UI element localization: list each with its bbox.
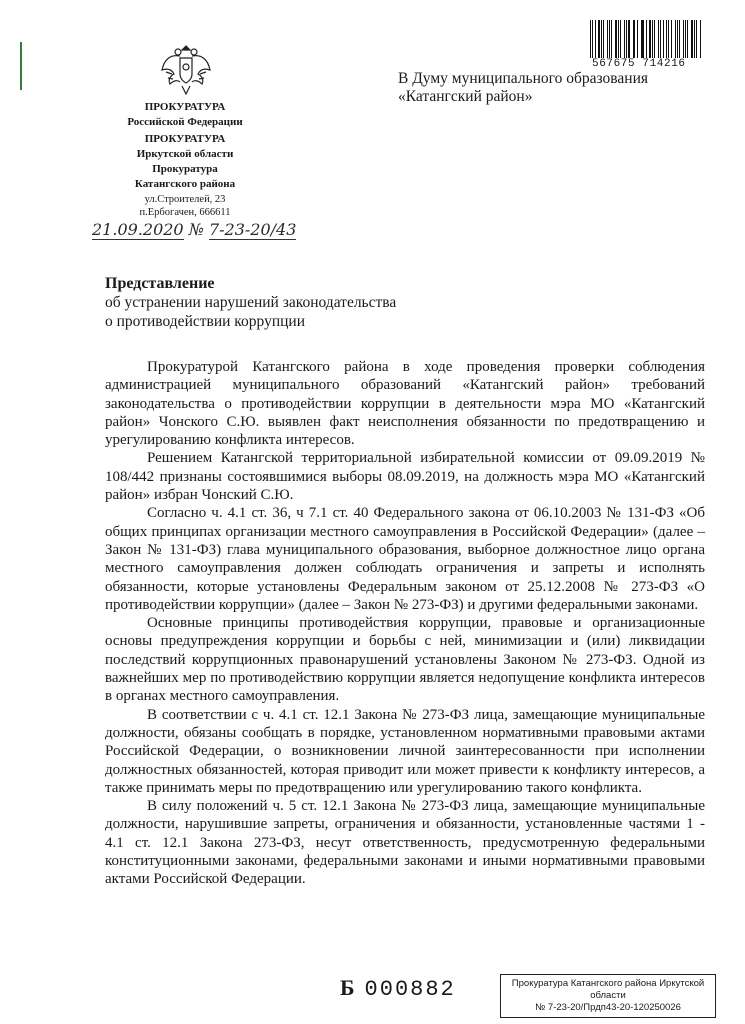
barcode-bar [626, 20, 627, 58]
margin-mark [20, 42, 22, 90]
barcode-bar [649, 20, 651, 58]
serial-letter: Б [340, 975, 357, 1000]
barcode-bar [634, 20, 635, 58]
header-address [95, 193, 275, 219]
coat-of-arms-emblem [160, 40, 212, 98]
barcode-bar [694, 20, 695, 58]
barcode-bar [652, 20, 653, 58]
paragraph: В силу положений ч. 5 ст. 12.1 Закона № 273-ФЗ лица, замещающие муниципальные должности, нарушившие запреты, ограничения и обязанности, установленные частями 1 - 4.1 ст. 12.1 Закона 273-ФЗ, несут ответственность, предусмотренную федеральными конституционными законами, федеральными законами и иными нормативными правовыми актами Российской Федерации. [105, 798, 705, 888]
barcode-bar [687, 20, 688, 58]
barcode-bar [679, 20, 680, 58]
barcode-bar [603, 20, 604, 58]
org-title: ПРОКУРАТУРА [144, 101, 226, 113]
title-line: о противодействии коррупции [105, 313, 306, 330]
document-title [105, 274, 396, 331]
barcode-bar [666, 20, 667, 58]
barcode-bar [633, 20, 634, 58]
barcode-bar [607, 20, 608, 58]
barcode-bar [642, 20, 643, 58]
barcode-bar [660, 20, 661, 58]
barcode-bar [700, 20, 701, 58]
registration-line [92, 220, 296, 239]
header-org-federal [95, 100, 275, 130]
barcode-bar [668, 20, 670, 58]
address-city: п.Ербогачен, 666611 [139, 207, 231, 218]
registration-stamp-box [500, 974, 716, 1018]
barcode-bar [618, 20, 619, 58]
barcode [590, 20, 702, 58]
barcode-bar [696, 20, 697, 58]
paragraph: Основные принципы противодействия коррупции, правовые и организационные основы предупреждения коррупции и борьбы с ней, минимизации и (или) ликвидации последствий коррупционных правонарушений установлены Законом № 273-ФЗ. Одной из важнейших мер по противодействию коррупции является недопущение конфликта интересов в органах местного самоуправления. [105, 615, 705, 705]
paragraph: Решением Катангской территориальной избирательной комиссии от 09.09.2019 № 108/442 признаны состоявшимися выборы 08.09.2019, на должность мэра МО «Катангский район» избран Чонский С.Ю. [105, 450, 705, 504]
barcode-bar [628, 20, 630, 58]
barcode-bar [601, 20, 602, 58]
barcode-bar [592, 20, 593, 58]
barcode-bar [641, 20, 642, 58]
barcode-bar [615, 20, 617, 58]
document-body [105, 358, 705, 889]
address-street: ул.Строителей, 23 [144, 194, 226, 205]
org-subtitle: Прокуратура [152, 163, 218, 175]
barcode-bar [590, 20, 591, 58]
addressee-line: «Катангский район» [398, 88, 533, 105]
barcode-bar [620, 20, 621, 58]
barcode-bar [654, 20, 655, 58]
barcode-bar [611, 20, 612, 58]
barcode-bar [609, 20, 610, 58]
barcode-bar [624, 20, 625, 58]
barcode-bar [671, 20, 672, 58]
registration-date: 21.09.2020 [92, 220, 184, 239]
registration-no-label: № [188, 220, 204, 239]
paragraph: Прокуратурой Катангского района в ходе проведения проверки соблюдения администрацией муниципального образований «Катангский район» требований законодательства о противодействии коррупции в деятельности мэра МО «Катангский район» Чонского С.Ю. выявлен факт неисполнения обязанности по предотвращению и урегулированию конфликта интересов. [105, 359, 705, 449]
addressee-line: В Думу муниципального образования [398, 70, 649, 87]
barcode-bar [595, 20, 596, 58]
barcode-bar [663, 20, 664, 58]
barcode-bar [691, 20, 693, 58]
stamp-line: Прокуратура Катангского района Иркутской [511, 978, 705, 989]
stamp-line: области [590, 990, 626, 1001]
barcode-bar [675, 20, 676, 58]
barcode-bar [637, 20, 638, 58]
barcode-bar [683, 20, 684, 58]
org-title: ПРОКУРАТУРА [144, 133, 226, 145]
header-org-regional [95, 132, 275, 192]
form-serial-number [340, 975, 456, 1002]
org-subtitle: Российской Федерации [127, 116, 243, 128]
barcode-bar [658, 20, 659, 58]
stamp-line: № 7-23-20/Прдп43-20-120250026 [535, 1002, 681, 1013]
serial-digits: 000882 [364, 977, 456, 1002]
paragraph: Согласно ч. 4.1 ст. 36, ч 7.1 ст. 40 Федерального закона от 06.10.2003 № 131-ФЗ «Об общих принципах организации местного самоуправления в Российской Федерации» (далее – Закон № 131-ФЗ) глава муниципального образования, выборное должностное лицо органа местного самоуправления должен соблюдать ограничения и запреты и исполнять обязанности, которые установлены Федеральным законом от 25.12.2008 № 273-ФЗ «О противодействии коррупции» (далее – Закон № 273-ФЗ) и другими федеральными законами. [105, 505, 705, 613]
org-subtitle: Катангского района [134, 178, 236, 190]
title-line: об устранении нарушений законодательства [105, 294, 397, 311]
addressee [398, 70, 648, 106]
barcode-bar [598, 20, 600, 58]
registration-number: 7-23-20/43 [208, 220, 297, 239]
title-heading: Представление [105, 275, 215, 292]
barcode-bar [677, 20, 678, 58]
barcode-bar [685, 20, 686, 58]
org-subtitle: Иркутской области [136, 148, 234, 160]
barcode-number: 567675 714216 [592, 58, 686, 70]
paragraph: В соответствии с ч. 4.1 ст. 12.1 Закона № 273-ФЗ лица, замещающие муниципальные должности, обязаны сообщать в порядке, установленном нормативными правовыми актами Российской Федерации, о возникновении личной заинтересованности при исполнении должностных обязанностей, которая приводит или может привести к конфликту интересов, а также принимать меры по предотвращению или урегулированию такого конфликта. [105, 706, 705, 796]
barcode-bar [646, 20, 647, 58]
